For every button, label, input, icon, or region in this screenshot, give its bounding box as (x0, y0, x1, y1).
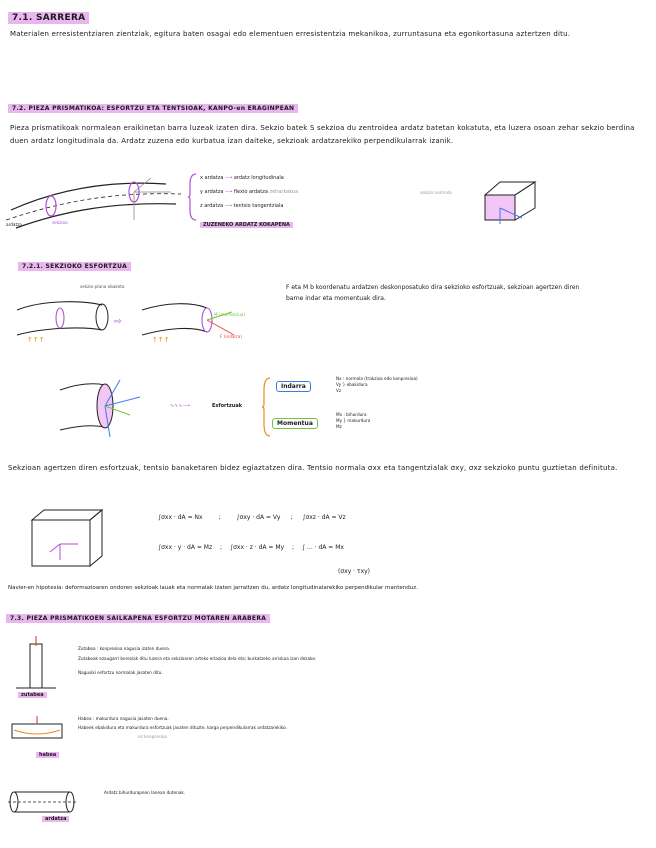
wave-arrow: ∿∿∿⟶ (170, 403, 190, 409)
tensions-text: Sekzioan agertzen diren esfortzuak, tentsio banaketaren bidez egiaztatzen dira. Tentsio normala σxx eta tangentzialak σxy, σxz sekzioko puntu guztietan definituta. (8, 464, 618, 472)
habea-text (78, 716, 618, 740)
plane-label: sekzio-plano ebaketa (80, 284, 125, 289)
cube-figure (30, 508, 105, 568)
ardatza-caption: ardatza (42, 816, 69, 822)
zutabea-text (78, 646, 618, 676)
navier-hypothesis: Navier-en hipotesia: deformazioaren ondoren sekzioak lauak eta normalak izaten jarraitzen du, ardatz longitudinalarekiko perpendikular mantenduz. (8, 585, 418, 591)
axis-x-label: x ardatza (200, 175, 224, 181)
axis-y-note: zeharkakoa (269, 189, 299, 195)
moment-items: Mx : bihurdura My } makurdura Mz (336, 412, 371, 429)
axis-x-row: x ardatza ⟶ ardatz longitudinala (200, 175, 284, 181)
aside-note: sekzio normala (420, 190, 452, 195)
moment-item-mx: Mx : bihurdura (336, 412, 367, 417)
indar-items: Nx : normala (trakzioa edo konpresioa) Vy } ebakidura Vz (336, 376, 418, 393)
habea-note: ez konpresioa (138, 734, 167, 739)
section-7-2-text: Pieza prismatikoak normalean eraikinetan barra luzeak izaten dira. Sekzio batek S sekzioa du zentroidea ardatz batetan kokatuta, eta luzera osoan zehar sekzio berdina duen ardatz longitudinala da. Ardatz zuzena edo kurbatua izan daiteke, sekzioak ardatzarekiko perpendikularrak izanik. (10, 124, 635, 145)
eq-mz: ∫σxx · y · dA = Mz (158, 544, 213, 551)
indar-item-ebakidura: ebakidura (346, 382, 368, 387)
prism-figure (480, 180, 540, 225)
section-7-1-text: Materialen erresistentziaren zientziak, egitura baten osagai edo elementuen erresistentzia mekanikoa, zurruntasuna eta egonkortasuna aztertzen ditu. (10, 30, 571, 38)
axis-x-desc: ardatz longitudinala (233, 175, 284, 181)
curved-beam-figure (6, 170, 186, 230)
section-7-2-1-text: F eta M b koordenatu ardatzen deskonposatuko dira sekzioko esfortzuak, sekzioan agertzen diren barne indar eta momentuak dira. (286, 284, 580, 302)
svg-text:⇨: ⇨ (114, 317, 122, 327)
moment-item-makurdura: makurdura (347, 418, 371, 423)
axis-brace (188, 172, 198, 222)
eq-vz: ∫σxz · dA = Vz (302, 514, 346, 521)
eq-nx: ∫σxx · dA = Nx (158, 514, 203, 521)
eq-sep-2: ; (290, 514, 293, 521)
label-sekzioa: sekzioa (52, 220, 68, 225)
moment-label: M (momentua) (214, 312, 246, 317)
eq-sep-3: ; (220, 544, 223, 551)
habea-line-1: Habea : makurdura nagusia jasaten duena. (78, 716, 169, 721)
shaft-figure (8, 788, 78, 818)
eq-vy: ∫σxy · dA = Vy (236, 514, 281, 521)
zutabea-line-1: Zutabea : konpresioa nagusia izaten duena. (78, 646, 171, 651)
section-7-1-title: 7.1. SARRERA (8, 12, 89, 24)
zutabea-line-2: Zutabeak ezaugarri bereziak ditu luzera eta sekzioaren arteko erlazioa dela eta; burkatzeko arriskua izan dezake. (78, 656, 317, 661)
equation-row-1 (158, 514, 346, 522)
svg-text:↑↑↑: ↑↑↑ (27, 336, 45, 344)
axis-caption: ZUZENEKO ARDATZ KOKAPENA (200, 222, 293, 228)
indar-item-vz: Vz (336, 388, 342, 393)
eq-mx: ∫ ... · dA = Mx (301, 544, 344, 551)
eq-note: (σxy · τxy) (338, 568, 371, 575)
section-7-3-title: 7.3. PIEZA PRISMATIKOEN SAILKAPENA ESFORTZU MOTAREN ARABERA (6, 614, 270, 623)
axis-y-label: y ardatza (200, 189, 224, 195)
beam-figure (8, 716, 68, 746)
eq-my: ∫σxx · z · dA = My (229, 544, 285, 551)
axis-y-row: y ardatza ⟶ flexio ardatza zeharkakoa (200, 189, 299, 195)
eq-sep-1: ; (218, 514, 221, 521)
ardatza-text: Ardatz bihurdurapean lanean dutenak. (104, 790, 186, 795)
indar-item-nx: Nx : normala (trakzioa edo konpresioa) (336, 376, 418, 381)
column-figure (16, 636, 56, 696)
indar-item-vy: Vy (336, 382, 342, 387)
esfortzuak-label: Esfortzuak (212, 403, 243, 409)
esfortzuak-brace (262, 376, 272, 438)
indarra-box: Indarra (276, 381, 311, 392)
axis-z-label: z ardatza (200, 203, 224, 209)
axis-z-row: z ardatza ⟶ tentsio tangentziala (200, 203, 284, 209)
moment-item-mz: Mz (336, 424, 342, 429)
force-label: F (indarra) (220, 334, 242, 339)
section-forces-figure (60, 375, 170, 445)
moment-item-my: My (336, 418, 343, 423)
zutabea-caption: zutabea (18, 692, 47, 698)
section-7-2-title: 7.2. PIEZA PRISMATIKOA: ESFORTZU ETA TENTSIOAK, KANPO-en ERAGINPEAN (8, 104, 298, 113)
label-ardatza: ardatza (6, 222, 22, 227)
momentua-box: Momentua (272, 418, 318, 429)
svg-text:↑↑↑: ↑↑↑ (152, 336, 170, 344)
eq-sep-4: ; (292, 544, 295, 551)
axis-y-desc: flexio ardatza (233, 189, 268, 195)
zutabea-line-3: Nagusiki esfortzu normalak jasaten ditu. (78, 670, 163, 675)
habea-line-2: Habeek ebakidura eta makurdura esfortzuak jasaten dituzte, karga perpendikularrak ardatzarekiko. (78, 725, 287, 730)
equation-row-2 (158, 544, 344, 552)
habea-caption: habea (36, 752, 59, 758)
section-7-2-1-title: 7.2.1. SEKZIOKO ESFORTZUA (18, 262, 131, 271)
axis-z-desc: tentsio tangentziala (233, 203, 284, 209)
section-cut-figure (12, 280, 242, 355)
